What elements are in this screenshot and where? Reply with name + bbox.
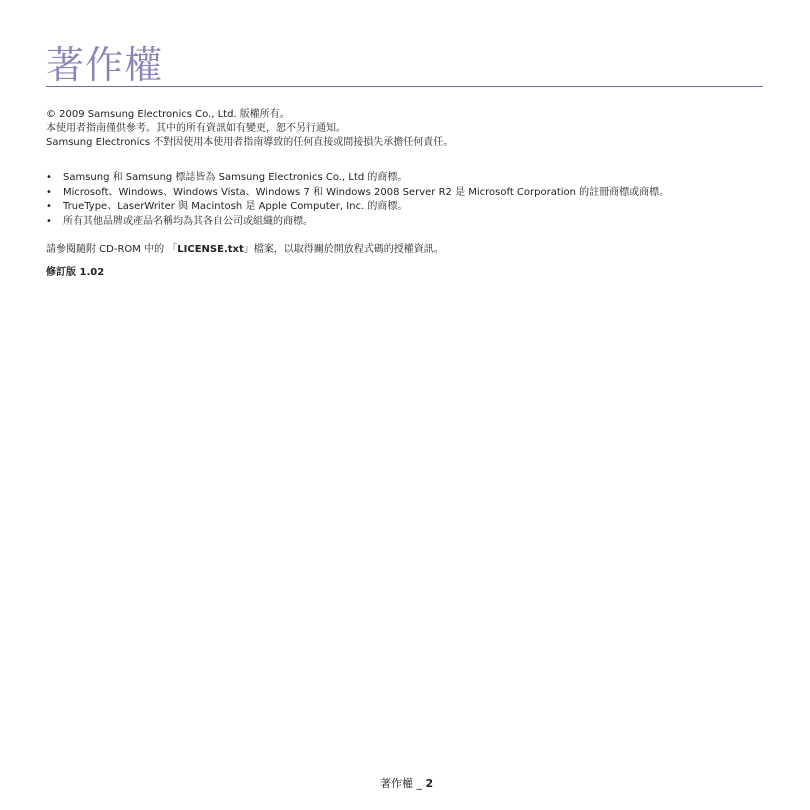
bullet-icon: •	[46, 201, 52, 212]
license-note	[46, 243, 766, 257]
revision-label: 修訂版 1.02	[46, 267, 105, 278]
list-item	[46, 171, 766, 185]
trademark-text: TrueType、LaserWriter 與 Macintosh 是 Apple Computer, Inc. 的商標。	[63, 201, 408, 212]
license-text-before: 請參閱隨附 CD-ROM 中的 「	[46, 244, 178, 255]
trademark-text: Samsung 和 Samsung 標誌皆為 Samsung Electronics Co., Ltd 的商標。	[63, 172, 408, 183]
trademark-list	[46, 171, 766, 229]
license-text-after: 」檔案，以取得關於開放程式碼的授權資訊。	[243, 244, 444, 255]
list-item	[46, 215, 766, 229]
copyright-block	[46, 108, 766, 150]
title-divider	[46, 86, 763, 87]
license-filename: LICENSE.txt	[177, 244, 244, 255]
list-item	[46, 200, 766, 214]
copyright-line: © 2009 Samsung Electronics Co., Ltd. 版權所有。	[46, 109, 290, 120]
disclaimer-line: 本使用者指南僅供參考。其中的所有資訊如有變更，恕不另行通知。	[46, 123, 346, 134]
page-number: 2	[425, 777, 434, 790]
page-title: 著作權	[46, 43, 164, 87]
page-footer	[380, 777, 433, 791]
trademark-text: Microsoft、Windows、Windows Vista、Windows 7 和 Windows 2008 Server R2 是 Microsoft Corporation 的註冊商標或商標。	[63, 186, 670, 198]
bullet-icon: •	[46, 186, 52, 198]
trademark-text: 所有其他品牌或產品名稱均為其各自公司或組織的商標。	[63, 215, 313, 227]
bullet-icon: •	[46, 172, 52, 183]
liability-line: Samsung Electronics 不對因使用本使用者指南導致的任何直接或間接損失承擔任何責任。	[46, 137, 454, 148]
footer-label: 著作權 _	[380, 777, 426, 790]
list-item	[46, 186, 766, 200]
bullet-icon: •	[46, 215, 52, 227]
